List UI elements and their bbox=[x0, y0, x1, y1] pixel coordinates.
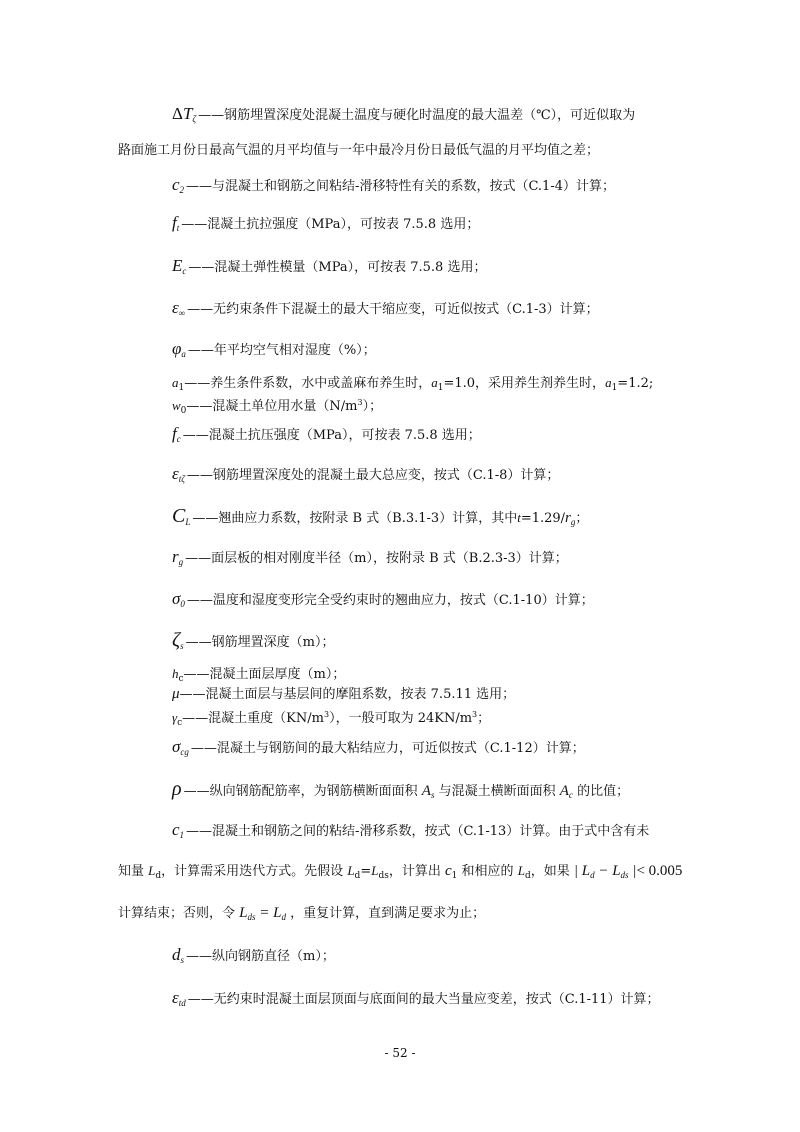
def-delta-t-cont: 路面施工月份日最高气温的月平均值与一年中最冷月份日最低气温的月平均值之差； bbox=[118, 143, 600, 158]
def-mu: μ——混凝土面层与基层间的摩阻系数，按表 7.5.11 选用； bbox=[172, 686, 516, 702]
def-c2: $c_2$ ——与混凝土和钢筋之间粘结-滑移特性有关的系数，按式（C.1-4）计算； bbox=[172, 175, 615, 195]
def-sigma0: $\sigma_0$ ——温度和湿度变形完全受约束时的翘曲应力，按式（C.1-10）计算； bbox=[172, 589, 594, 609]
def-eps-inf: $\varepsilon_\infty$ ——无约束条件下混凝土的最大干缩应变，可近似按式（C.1-3）计算； bbox=[172, 298, 599, 318]
def-hc: $h_c——$混凝土面层厚度（m）； bbox=[172, 666, 346, 684]
def-ds: $d_s$ ——纵向钢筋直径（m）； bbox=[172, 945, 335, 965]
def-a1: $a_1——$养生条件系数，水中或盖麻布养生时，$a_1=1.0$，采用养生剂养生时，$a_1=1.2$; bbox=[172, 375, 654, 393]
def-zeta-s: $\zeta_s$ ——钢筋埋置深度（m）； bbox=[172, 629, 335, 651]
def-w0: $w_0——$混凝土单位用水量$(N/m^3)$； bbox=[172, 398, 383, 416]
def-phi-a: $\varphi_a$ ——年平均空气相对湿度（%）； bbox=[172, 339, 376, 359]
def-fc: $f_c$ ——混凝土抗压强度（MPa），可按表 7.5.8 选用； bbox=[172, 424, 481, 444]
def-rho: ρ ——纵向钢筋配筋率，为钢筋横断面面积 $A_s$ 与混凝土横断面面积 $A_c$ 的比值； bbox=[172, 778, 630, 800]
def-ec: $E_c$ ——混凝土弹性模量（MPa），可按表 7.5.8 选用； bbox=[172, 256, 487, 276]
def-ld-iteration: 知量 $L_d$，计算需采用迭代方式。先假设 $L_d=L_{ds}$，计算出 $c_1$ 和相应的 $L_d$，如果 | $L_d - L_{ds}$ |< 0.005 bbox=[118, 863, 683, 881]
def-end-condition: 计算结束；否则，令 $L_{ds} = L_d$ ，重复计算，直到满足要求为止； bbox=[118, 905, 486, 922]
def-rg: $r_g$ ——面层板的相对刚度半径（m），按附录 B 式（B.2.3-3）计算； bbox=[172, 547, 568, 567]
def-ft: $f_t$ ——混凝土抗拉强度（MPa），可按表 7.5.8 选用； bbox=[172, 213, 480, 233]
def-eps-td: $\varepsilon_{td}$ ——无约束时混凝土面层顶面与底面间的最大当量应变差，按式（C.1-11）计算； bbox=[172, 988, 660, 1008]
def-cl: $C_L$ ——翘曲应力系数，按附录 B 式（B.3.1-3）计算，其中$t=1.29/r_g$； bbox=[172, 505, 589, 527]
def-sigma-cg: $\sigma_{cg}$ ——混凝土与钢筋间的最大粘结应力，可近似按式（C.1-12）计算； bbox=[172, 737, 585, 757]
def-gamma: $\gamma_c——$混凝土重度$(KN/m^3)$，一般可取为 $24KN/m^3$； bbox=[172, 710, 491, 728]
symbol-delta-t: $\Delta T_\zeta$ bbox=[172, 104, 197, 124]
def-delta-t: $\Delta T_\zeta$ ——钢筋埋置深度处混凝土温度与硬化时温度的最大温差（℃），可近似取为 bbox=[172, 104, 636, 124]
def-c1: $c_1$ ——混凝土和钢筋之间的粘结-滑移系数，按式（C.1-13）计算。由于式中含有未 bbox=[172, 820, 650, 840]
def-eps-t: $\varepsilon_{t\zeta}$ ——钢筋埋置深度处的混凝土最大总应变，按式（C.1-8）计算； bbox=[172, 464, 560, 484]
page-number: - 52 - bbox=[384, 1046, 416, 1060]
